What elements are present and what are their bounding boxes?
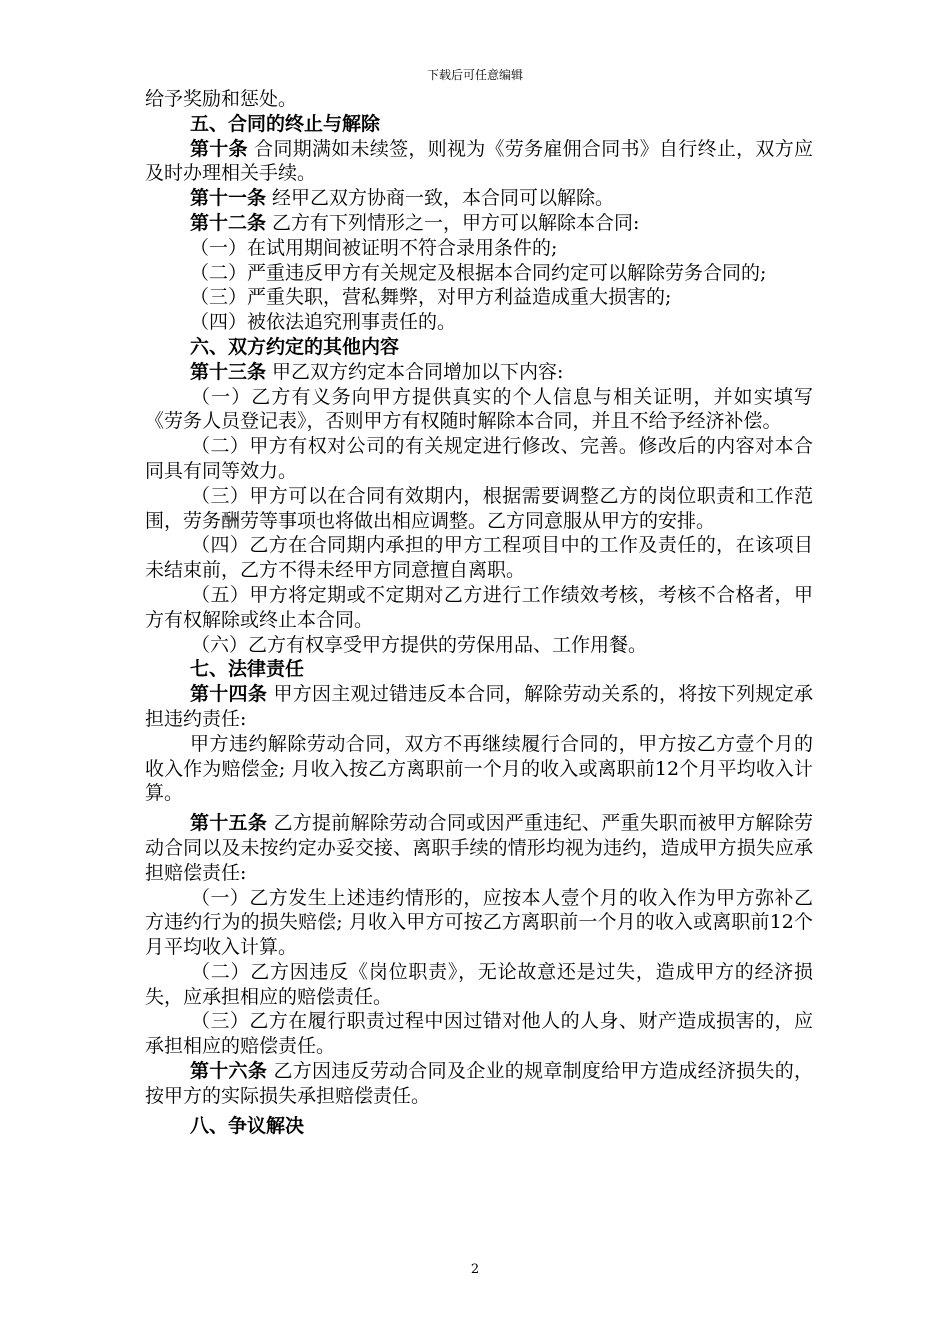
article-text: 合同期满如未续签，则视为《劳务雇佣合同书》自行终止，双方应及时办理相关手续。 — [145, 137, 813, 185]
article-label: 第十六条 — [190, 1060, 268, 1083]
page-header-note: 下载后可任意编辑 — [426, 68, 523, 82]
section-heading-6: 六、双方约定的其他内容 — [190, 335, 400, 358]
clause-13-1: （一）乙方有义务向甲方提供真实的个人信息与相关证明，并如实填写《劳务人员登记表》，否则甲方有权随时解除本合同，并且不给予经济补偿。 — [145, 385, 813, 433]
article-label: 第十二条 — [190, 211, 267, 234]
section-heading-8: 八、争议解决 — [190, 1114, 305, 1137]
article-label: 第十三条 — [190, 360, 267, 383]
article-text: 乙方提前解除劳动合同或因严重违纪、严重失职而被甲方解除劳动合同以及未按约定办妥交接、离职手续的情形均视为违约，造成甲方损失应承担赔偿责任: — [145, 812, 813, 884]
page-number: 2 — [470, 1262, 480, 1277]
clause-14-1: 甲方违约解除劳动合同，双方不再继续履行合同的，甲方按乙方壹个月的收入作为赔偿金; 月收入按乙方离职前一个月的收入或离职前12个月平均收入计算。 — [145, 732, 813, 805]
article-text: 甲方因主观过错违反本合同，解除劳动关系的，将按下列规定承担违约责任: — [145, 683, 813, 730]
clause-13-4: （四）乙方在合同期内承担的甲方工程项目中的工作及责任的，在该项目未结束前，乙方不得未经甲方同意擅自离职。 — [145, 534, 813, 582]
article-11 — [145, 186, 813, 211]
clause-12-2: （二）严重违反甲方有关规定及根据本合同约定可以解除劳务合同的; — [190, 261, 767, 284]
article-13 — [145, 360, 813, 385]
article-text: 经甲乙双方协商一致，本合同可以解除。 — [266, 187, 615, 210]
clause-12-3: （三）严重失职，营私舞弊，对甲方利益造成重大损害的; — [190, 286, 672, 309]
article-label: 第十四条 — [190, 683, 268, 706]
clause-13-6: （六）乙方有权享受甲方提供的劳保用品、工作用餐。 — [191, 633, 648, 656]
section-heading-7: 七、法律责任 — [190, 658, 305, 681]
clause-13-5: （五）甲方将定期或不定期对乙方进行工作绩效考核，考核不合格者，甲方有权解除或终止本合同。 — [145, 583, 813, 631]
article-text: 乙方因违反劳动合同及企业的规章制度给甲方造成经济损失的，按甲方的实际损失承担赔偿责任。 — [145, 1060, 813, 1107]
article-text: 甲乙双方约定本合同增加以下内容: — [266, 360, 564, 383]
clause-13-2: （二）甲方有权对公司的有关规定进行修改、完善。修改后的内容对本合同具有同等效力。 — [145, 435, 813, 482]
clause-12-1: （一）在试用期间被证明不符合录用条件的; — [190, 236, 558, 259]
document-body — [145, 87, 813, 1138]
clause-15-2: （二）乙方因违反《岗位职责》，无论故意还是过失，造成甲方的经济损失，应承担相应的赔偿责任。 — [145, 960, 813, 1008]
clause-13-3: （三）甲方可以在合同有效期内，根据需要调整乙方的岗位职责和工作范围，劳务酬劳等事项也将做出相应调整。乙方同意服从甲方的安排。 — [145, 484, 813, 532]
article-text: 乙方有下列情形之一，甲方可以解除本合同: — [266, 211, 640, 234]
clause-12-4: （四）被依法追究刑事责任的。 — [190, 311, 457, 334]
article-12 — [145, 211, 813, 236]
clause-15-1: （一）乙方发生上述违约情形的，应按本人壹个月的收入作为甲方弥补乙方违约行为的损失赔偿; 月收入甲方可按乙方离职前一个月的收入或离职前12个月平均收入计算。 — [145, 886, 813, 959]
article-15 — [145, 811, 813, 885]
article-14 — [145, 682, 813, 732]
article-label: 第十五条 — [190, 812, 268, 835]
clause-15-3: （三）乙方在履行职责过程中因过错对他人的人身、财产造成损害的，应承担相应的赔偿责任。 — [145, 1010, 813, 1058]
article-10 — [145, 137, 813, 187]
paragraph-continuation: 给予奖励和惩处。 — [145, 88, 298, 110]
article-16 — [145, 1059, 813, 1109]
article-label: 第十一条 — [190, 187, 267, 210]
section-heading-5: 五、合同的终止与解除 — [190, 112, 381, 135]
article-label: 第十条 — [190, 137, 248, 160]
